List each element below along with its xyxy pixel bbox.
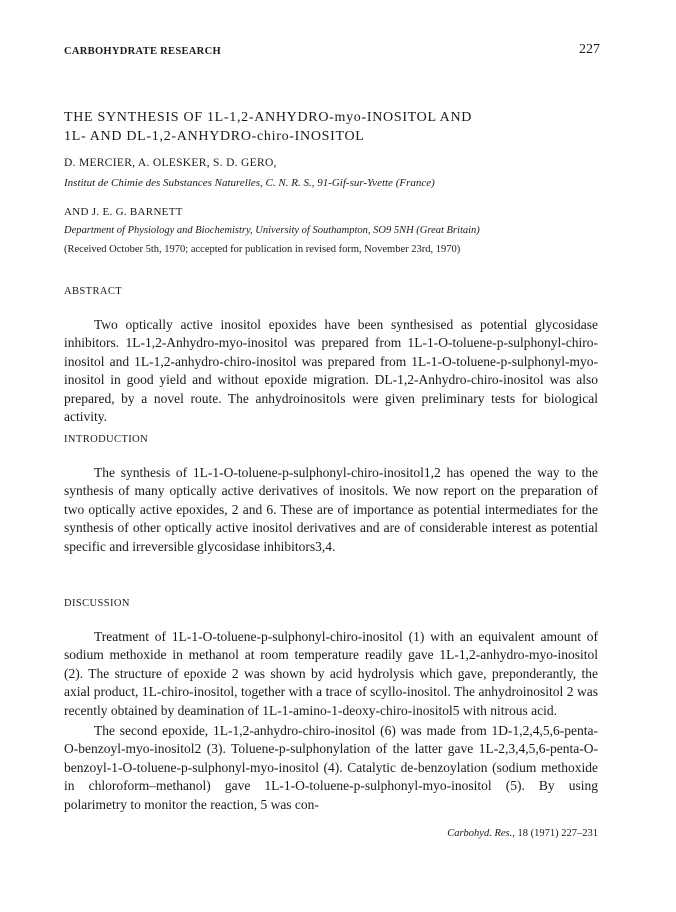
introduction-text bbox=[64, 464, 598, 556]
title-line-1: THE SYNTHESIS OF 1L-1,2-ANHYDRO-myo-INOSITOL AND bbox=[64, 110, 473, 125]
abstract-body: Two optically active inositol epoxides have been synthesised as potential glycosidase inhibitors. 1L-1,2-Anhydro-myo-inositol was prepared from 1L-1-O-toluene-p-sulphonyl-chiro-inositol and 1L-1,2-anhydro-chiro-inositol was prepared from 1L-1-O-toluene-p-sulphonyl-myo-inositol in good yield and without epoxide migration. DL-1,2-Anhydro-chiro-inositol was also prepared, by a novel route. The anhydroinositols were given preliminary tests for biological activity. bbox=[64, 317, 598, 425]
discussion-paragraph-2 bbox=[64, 722, 598, 814]
authors-group-1: D. MERCIER, A. OLESKER, S. D. GERO, bbox=[64, 157, 277, 169]
footer-citation bbox=[447, 828, 598, 839]
introduction-body: The synthesis of 1L-1-O-toluene-p-sulphonyl-chiro-inositol1,2 has opened the way to the synthesis of many optically active derivatives of inositols. We now report on the preparation of two optically active epoxides, 2 and 6. These are of importance as potential intermediates for the synthesis of other optically active inositol derivatives and are of considerable interest as potential specific and irreversible glycosidase inhibitors3,4. bbox=[64, 465, 598, 554]
journal-header: CARBOHYDRATE RESEARCH bbox=[64, 46, 221, 57]
abstract-heading: ABSTRACT bbox=[64, 286, 123, 297]
received-dates: (Received October 5th, 1970; accepted for publication in revised form, November 23rd, 1970) bbox=[64, 244, 461, 255]
affiliation-2: Department of Physiology and Biochemistry, University of Southampton, SO9 5NH (Great Britain) bbox=[64, 225, 480, 236]
footer-details: 18 (1971) 227–231 bbox=[517, 828, 598, 839]
footer-journal: Carbohyd. Res., bbox=[447, 828, 515, 839]
paper-title bbox=[64, 108, 624, 146]
discussion-paragraph-1 bbox=[64, 628, 598, 720]
affiliation-1: Institut de Chimie des Substances Naturelles, C. N. R. S., 91-Gif-sur-Yvette (France) bbox=[64, 177, 435, 189]
discussion-para2-body: The second epoxide, 1L-1,2-anhydro-chiro-inositol (6) was made from 1D-1,2,4,5,6-penta-O-benzoyl-myo-inositol2 (3). Toluene-p-sulphonylation of the latter gave 1L-2,3,4,5,6-penta-O-benzoyl-1-O-toluene-p-sulphonyl-myo-inositol (4). Catalytic de-benzoylation (sodium methoxide in chloroform–methanol) gave 1L-1-O-toluene-p-sulphonyl-myo-inositol (5). By using polarimetry to monitor the reaction, 5 was con- bbox=[64, 723, 598, 812]
discussion-heading: DISCUSSION bbox=[64, 598, 130, 609]
discussion-para1-body: Treatment of 1L-1-O-toluene-p-sulphonyl-chiro-inositol (1) with an equivalent amount of sodium methoxide in methanol at room temperature readily gave 1L-1,2-anhydro-myo-inositol (2). The structure of epoxide 2 was shown by acid hydrolysis which gave, preponderantly, the axial product, 1L-chiro-inositol, together with a trace of scyllo-inositol. The anhydroinositol 2 was recently obtained by deamination of 1L-1-amino-1-deoxy-chiro-inositol5 with nitrous acid. bbox=[64, 629, 598, 718]
page-number: 227 bbox=[579, 42, 600, 57]
authors-group-2: AND J. E. G. BARNETT bbox=[64, 206, 183, 218]
abstract-text bbox=[64, 316, 598, 426]
introduction-heading: INTRODUCTION bbox=[64, 434, 149, 445]
title-line-2: 1L- AND DL-1,2-ANHYDRO-chiro-INOSITOL bbox=[64, 129, 365, 144]
